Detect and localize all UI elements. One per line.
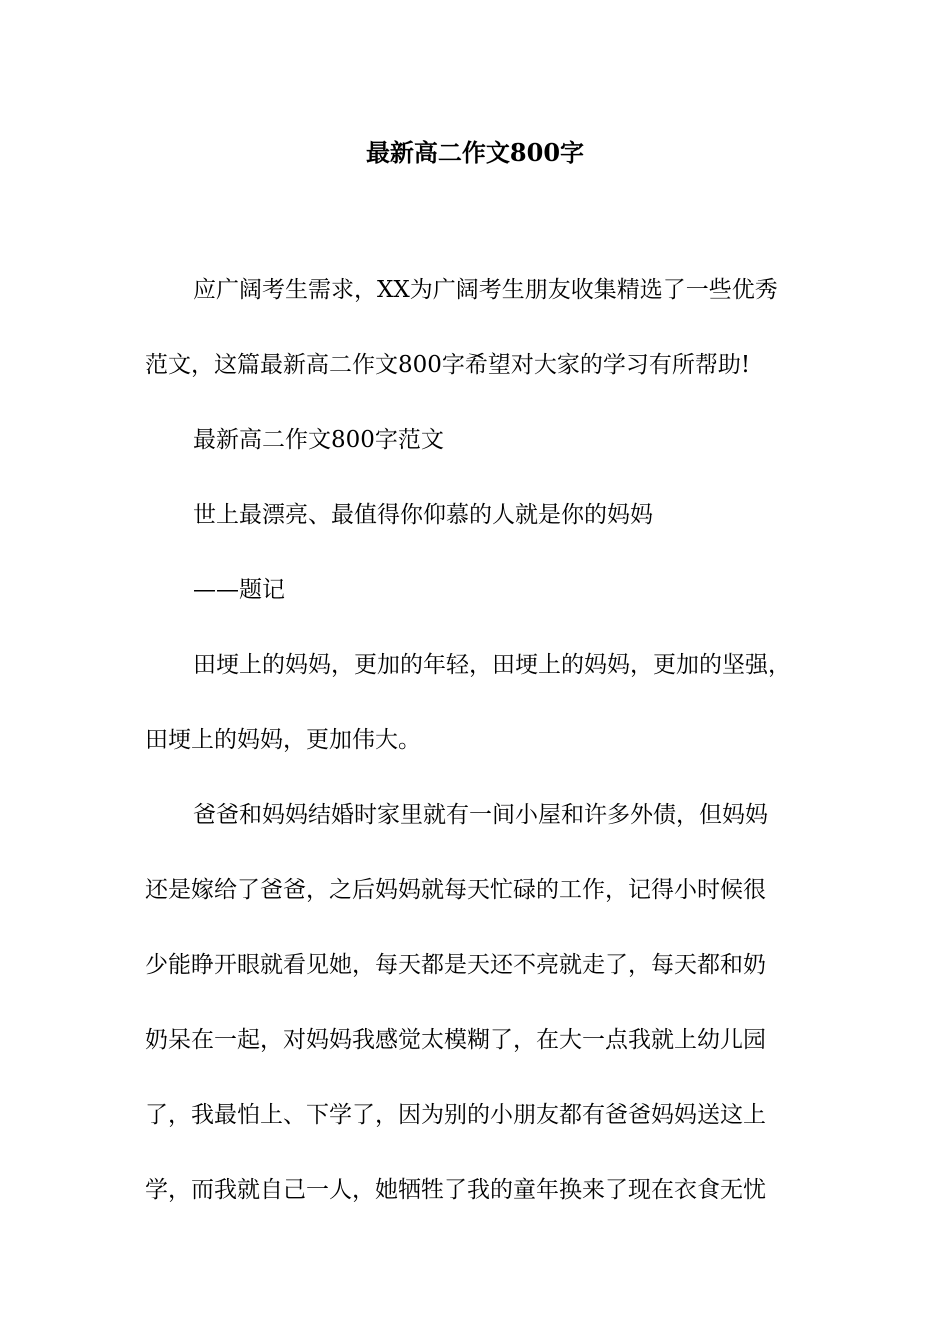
paragraph-subtitle [145, 403, 807, 478]
paragraph-line: 田埂上的妈妈，更加伟大。 [145, 727, 421, 753]
paragraph-body-2 [145, 778, 807, 1228]
paragraph-line: 应广阔考生需求，XX为广阔考生朋友收集精选了一些优秀 [193, 277, 778, 303]
paragraph-line: 爸爸和妈妈结婚时家里就有一间小屋和许多外债，但妈妈 [193, 802, 768, 828]
paragraph-line: 田埂上的妈妈，更加的年轻，田埂上的妈妈，更加的坚强， [193, 652, 791, 678]
paragraph-intro [145, 253, 807, 403]
paragraph-line: 少能睁开眼就看见她，每天都是天还不亮就走了，每天都和奶 [145, 952, 766, 978]
document-title: 最新高二作文800字 [365, 138, 585, 167]
paragraph-body-1 [145, 628, 807, 778]
paragraph-epigraph [145, 478, 807, 553]
paragraph-line: 最新高二作文800字范文 [193, 427, 444, 453]
document-body [145, 253, 807, 1228]
paragraph-line: ——题记 [193, 577, 285, 603]
paragraph-epigraph-source [145, 553, 807, 628]
paragraph-line: 还是嫁给了爸爸，之后妈妈就每天忙碌的工作，记得小时候很 [145, 877, 766, 903]
paragraph-line: 奶呆在一起，对妈妈我感觉太模糊了，在大一点我就上幼儿园 [145, 1027, 766, 1053]
paragraph-line: 了，我最怕上、下学了，因为别的小朋友都有爸爸妈妈送这上 [145, 1102, 766, 1128]
paragraph-line: 范文，这篇最新高二作文800字希望对大家的学习有所帮助! [145, 352, 751, 378]
paragraph-line: 世上最漂亮、最值得你仰慕的人就是你的妈妈 [193, 502, 653, 528]
paragraph-line: 学，而我就自己一人，她牺牲了我的童年换来了现在衣食无忧 [145, 1177, 766, 1203]
